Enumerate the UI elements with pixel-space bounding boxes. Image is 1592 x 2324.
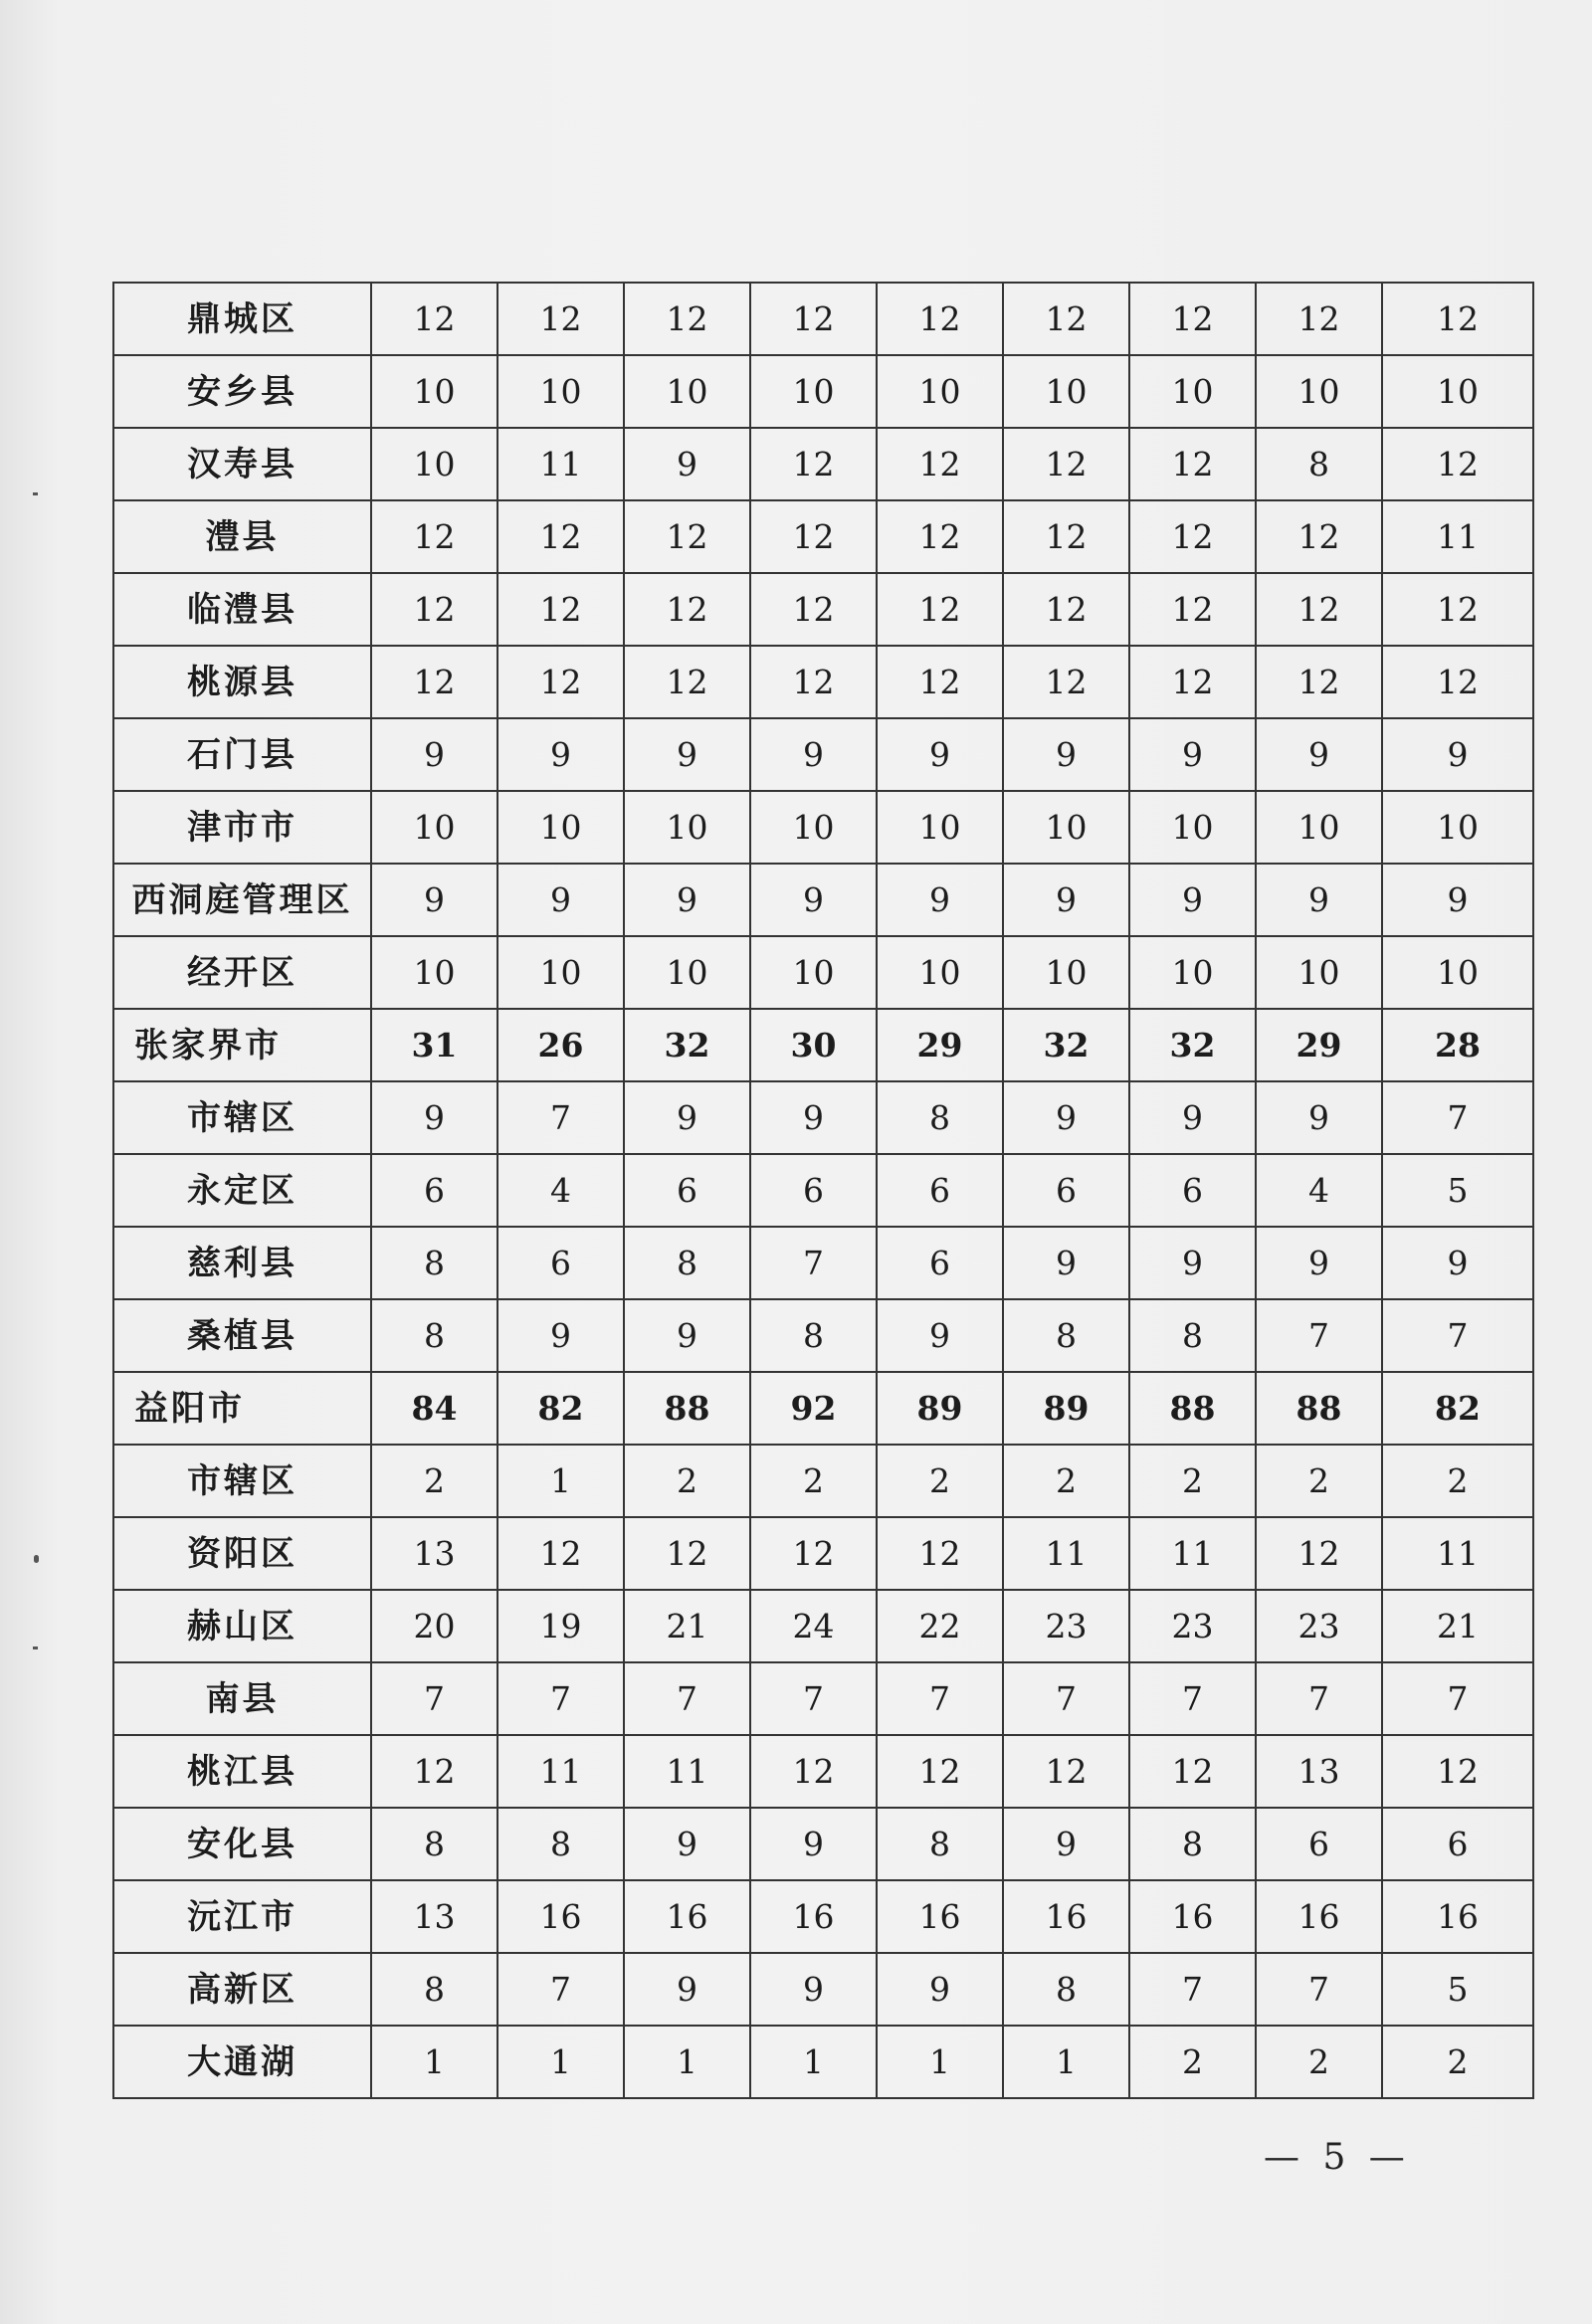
value-cell: 7 xyxy=(1129,1662,1256,1735)
value-cell: 8 xyxy=(1129,1808,1256,1880)
value-cell: 8 xyxy=(1003,1299,1129,1372)
value-cell: 10 xyxy=(1382,936,1533,1009)
region-name: 桃江县 xyxy=(113,1735,371,1808)
table-row xyxy=(113,936,1533,1009)
value-cell: 12 xyxy=(1003,500,1129,573)
value-cell: 8 xyxy=(371,1299,498,1372)
value-cell: 2 xyxy=(1382,2026,1533,2098)
value-cell: 8 xyxy=(750,1299,877,1372)
value-cell: 9 xyxy=(1003,864,1129,936)
value-cell: 11 xyxy=(498,428,624,500)
value-cell: 11 xyxy=(1382,500,1533,573)
value-cell: 22 xyxy=(877,1590,1003,1662)
table-row xyxy=(113,1808,1533,1880)
value-cell: 8 xyxy=(1003,1953,1129,2026)
value-cell: 2 xyxy=(1129,1445,1256,1517)
table-row xyxy=(113,1081,1533,1154)
value-cell: 7 xyxy=(498,1662,624,1735)
value-cell: 23 xyxy=(1129,1590,1256,1662)
value-cell: 9 xyxy=(750,718,877,791)
table-row xyxy=(113,1590,1533,1662)
value-cell: 9 xyxy=(877,864,1003,936)
value-cell: 9 xyxy=(371,864,498,936)
value-cell: 8 xyxy=(877,1808,1003,1880)
region-name: 安化县 xyxy=(113,1808,371,1880)
value-cell: 6 xyxy=(624,1154,750,1227)
value-cell: 2 xyxy=(1003,1445,1129,1517)
value-cell: 88 xyxy=(1129,1372,1256,1445)
value-cell: 1 xyxy=(498,2026,624,2098)
table-row xyxy=(113,1880,1533,1953)
value-cell: 6 xyxy=(1003,1154,1129,1227)
value-cell: 12 xyxy=(877,646,1003,718)
region-name: 市辖区 xyxy=(113,1081,371,1154)
value-cell: 9 xyxy=(750,1808,877,1880)
binding-mark xyxy=(33,1646,38,1649)
value-cell: 12 xyxy=(1129,283,1256,355)
value-cell: 12 xyxy=(1003,428,1129,500)
value-cell: 12 xyxy=(1003,1735,1129,1808)
value-cell: 7 xyxy=(371,1662,498,1735)
value-cell: 12 xyxy=(371,1735,498,1808)
table-row xyxy=(113,1154,1533,1227)
page-number: — 5 — xyxy=(1264,2137,1411,2178)
value-cell: 12 xyxy=(1382,1735,1533,1808)
value-cell: 6 xyxy=(877,1154,1003,1227)
value-cell: 2 xyxy=(1382,1445,1533,1517)
value-cell: 12 xyxy=(624,573,750,646)
value-cell: 10 xyxy=(1129,936,1256,1009)
value-cell: 6 xyxy=(498,1227,624,1299)
value-cell: 10 xyxy=(877,791,1003,864)
value-cell: 12 xyxy=(1129,1735,1256,1808)
value-cell: 12 xyxy=(750,573,877,646)
value-cell: 26 xyxy=(498,1009,624,1081)
region-name: 石门县 xyxy=(113,718,371,791)
value-cell: 20 xyxy=(371,1590,498,1662)
value-cell: 1 xyxy=(371,2026,498,2098)
value-cell: 7 xyxy=(1382,1299,1533,1372)
table-body xyxy=(113,283,1533,2098)
value-cell: 88 xyxy=(624,1372,750,1445)
value-cell: 6 xyxy=(877,1227,1003,1299)
table-row xyxy=(113,1735,1533,1808)
value-cell: 12 xyxy=(371,646,498,718)
value-cell: 21 xyxy=(624,1590,750,1662)
value-cell: 9 xyxy=(877,1299,1003,1372)
binding-mark xyxy=(33,492,38,495)
value-cell: 12 xyxy=(498,283,624,355)
value-cell: 5 xyxy=(1382,1953,1533,2026)
city-row xyxy=(113,1009,1533,1081)
region-name: 经开区 xyxy=(113,936,371,1009)
value-cell: 16 xyxy=(877,1880,1003,1953)
city-row xyxy=(113,1372,1533,1445)
value-cell: 82 xyxy=(1382,1372,1533,1445)
value-cell: 7 xyxy=(877,1662,1003,1735)
value-cell: 9 xyxy=(1382,864,1533,936)
value-cell: 10 xyxy=(750,791,877,864)
value-cell: 12 xyxy=(624,1517,750,1590)
value-cell: 10 xyxy=(1003,355,1129,428)
value-cell: 12 xyxy=(877,1517,1003,1590)
value-cell: 9 xyxy=(877,1953,1003,2026)
value-cell: 7 xyxy=(498,1081,624,1154)
value-cell: 12 xyxy=(1382,646,1533,718)
table-row xyxy=(113,791,1533,864)
value-cell: 10 xyxy=(371,791,498,864)
value-cell: 7 xyxy=(624,1662,750,1735)
value-cell: 8 xyxy=(1256,428,1382,500)
value-cell: 12 xyxy=(498,573,624,646)
value-cell: 10 xyxy=(1382,355,1533,428)
value-cell: 16 xyxy=(624,1880,750,1953)
region-name: 桑植县 xyxy=(113,1299,371,1372)
value-cell: 7 xyxy=(1382,1081,1533,1154)
value-cell: 10 xyxy=(750,355,877,428)
value-cell: 7 xyxy=(1003,1662,1129,1735)
value-cell: 9 xyxy=(1129,864,1256,936)
value-cell: 12 xyxy=(877,500,1003,573)
value-cell: 32 xyxy=(624,1009,750,1081)
value-cell: 12 xyxy=(750,646,877,718)
value-cell: 9 xyxy=(1256,718,1382,791)
value-cell: 9 xyxy=(624,864,750,936)
value-cell: 10 xyxy=(624,936,750,1009)
value-cell: 16 xyxy=(1256,1880,1382,1953)
value-cell: 88 xyxy=(1256,1372,1382,1445)
value-cell: 12 xyxy=(498,646,624,718)
value-cell: 10 xyxy=(371,936,498,1009)
value-cell: 9 xyxy=(1129,1227,1256,1299)
table-row xyxy=(113,646,1533,718)
value-cell: 12 xyxy=(750,428,877,500)
value-cell: 11 xyxy=(1129,1517,1256,1590)
value-cell: 8 xyxy=(877,1081,1003,1154)
value-cell: 10 xyxy=(1003,791,1129,864)
value-cell: 1 xyxy=(1003,2026,1129,2098)
value-cell: 10 xyxy=(1256,936,1382,1009)
value-cell: 12 xyxy=(1256,283,1382,355)
region-name: 永定区 xyxy=(113,1154,371,1227)
value-cell: 10 xyxy=(1256,791,1382,864)
value-cell: 7 xyxy=(1256,1953,1382,2026)
value-cell: 21 xyxy=(1382,1590,1533,1662)
table-row xyxy=(113,1953,1533,2026)
value-cell: 9 xyxy=(750,1953,877,2026)
value-cell: 32 xyxy=(1129,1009,1256,1081)
value-cell: 12 xyxy=(1129,646,1256,718)
value-cell: 29 xyxy=(877,1009,1003,1081)
value-cell: 12 xyxy=(877,573,1003,646)
value-cell: 12 xyxy=(750,1517,877,1590)
region-name: 南县 xyxy=(113,1662,371,1735)
value-cell: 9 xyxy=(750,864,877,936)
value-cell: 9 xyxy=(624,428,750,500)
table-row xyxy=(113,500,1533,573)
value-cell: 12 xyxy=(877,428,1003,500)
value-cell: 10 xyxy=(624,355,750,428)
value-cell: 5 xyxy=(1382,1154,1533,1227)
table-row xyxy=(113,1445,1533,1517)
value-cell: 12 xyxy=(1256,573,1382,646)
value-cell: 12 xyxy=(1003,573,1129,646)
value-cell: 12 xyxy=(877,283,1003,355)
statistics-table xyxy=(112,282,1534,2099)
value-cell: 13 xyxy=(371,1517,498,1590)
region-name: 沅江市 xyxy=(113,1880,371,1953)
value-cell: 2 xyxy=(750,1445,877,1517)
value-cell: 13 xyxy=(1256,1735,1382,1808)
value-cell: 10 xyxy=(1003,936,1129,1009)
value-cell: 12 xyxy=(371,573,498,646)
value-cell: 9 xyxy=(1003,1227,1129,1299)
value-cell: 8 xyxy=(371,1808,498,1880)
table-row xyxy=(113,428,1533,500)
value-cell: 7 xyxy=(750,1662,877,1735)
value-cell: 1 xyxy=(498,1445,624,1517)
value-cell: 12 xyxy=(1382,283,1533,355)
value-cell: 12 xyxy=(1129,500,1256,573)
region-name: 安乡县 xyxy=(113,355,371,428)
value-cell: 9 xyxy=(624,1953,750,2026)
value-cell: 24 xyxy=(750,1590,877,1662)
value-cell: 23 xyxy=(1003,1590,1129,1662)
value-cell: 9 xyxy=(498,1299,624,1372)
value-cell: 9 xyxy=(750,1081,877,1154)
value-cell: 29 xyxy=(1256,1009,1382,1081)
region-name: 慈利县 xyxy=(113,1227,371,1299)
value-cell: 12 xyxy=(371,283,498,355)
value-cell: 4 xyxy=(498,1154,624,1227)
value-cell: 9 xyxy=(877,718,1003,791)
value-cell: 16 xyxy=(1003,1880,1129,1953)
value-cell: 2 xyxy=(1129,2026,1256,2098)
region-name: 高新区 xyxy=(113,1953,371,2026)
value-cell: 9 xyxy=(1256,1227,1382,1299)
region-name: 市辖区 xyxy=(113,1445,371,1517)
value-cell: 10 xyxy=(498,355,624,428)
value-cell: 16 xyxy=(498,1880,624,1953)
value-cell: 10 xyxy=(750,936,877,1009)
value-cell: 10 xyxy=(1129,791,1256,864)
value-cell: 89 xyxy=(1003,1372,1129,1445)
value-cell: 8 xyxy=(498,1808,624,1880)
value-cell: 7 xyxy=(1129,1953,1256,2026)
value-cell: 1 xyxy=(750,2026,877,2098)
value-cell: 9 xyxy=(1382,718,1533,791)
value-cell: 10 xyxy=(877,355,1003,428)
value-cell: 12 xyxy=(750,500,877,573)
value-cell: 11 xyxy=(1003,1517,1129,1590)
value-cell: 9 xyxy=(624,1299,750,1372)
value-cell: 9 xyxy=(1003,1808,1129,1880)
table-row xyxy=(113,573,1533,646)
value-cell: 12 xyxy=(624,500,750,573)
value-cell: 16 xyxy=(750,1880,877,1953)
value-cell: 12 xyxy=(1129,573,1256,646)
value-cell: 9 xyxy=(1256,864,1382,936)
value-cell: 12 xyxy=(624,646,750,718)
table-row xyxy=(113,1299,1533,1372)
value-cell: 32 xyxy=(1003,1009,1129,1081)
table-row xyxy=(113,2026,1533,2098)
region-name: 津市市 xyxy=(113,791,371,864)
value-cell: 12 xyxy=(1129,428,1256,500)
value-cell: 12 xyxy=(750,1735,877,1808)
value-cell: 10 xyxy=(624,791,750,864)
table-row xyxy=(113,1517,1533,1590)
value-cell: 8 xyxy=(371,1227,498,1299)
value-cell: 13 xyxy=(371,1880,498,1953)
value-cell: 82 xyxy=(498,1372,624,1445)
value-cell: 11 xyxy=(624,1735,750,1808)
value-cell: 9 xyxy=(1129,718,1256,791)
value-cell: 2 xyxy=(371,1445,498,1517)
table-row xyxy=(113,283,1533,355)
value-cell: 92 xyxy=(750,1372,877,1445)
value-cell: 9 xyxy=(371,718,498,791)
value-cell: 9 xyxy=(1382,1227,1533,1299)
value-cell: 8 xyxy=(371,1953,498,2026)
value-cell: 10 xyxy=(1256,355,1382,428)
value-cell: 7 xyxy=(1382,1662,1533,1735)
value-cell: 12 xyxy=(498,500,624,573)
table-row xyxy=(113,1227,1533,1299)
value-cell: 6 xyxy=(1129,1154,1256,1227)
value-cell: 10 xyxy=(498,791,624,864)
value-cell: 10 xyxy=(498,936,624,1009)
region-name: 资阳区 xyxy=(113,1517,371,1590)
value-cell: 10 xyxy=(1382,791,1533,864)
value-cell: 2 xyxy=(877,1445,1003,1517)
value-cell: 8 xyxy=(1129,1299,1256,1372)
value-cell: 9 xyxy=(624,718,750,791)
value-cell: 16 xyxy=(1382,1880,1533,1953)
value-cell: 12 xyxy=(1003,283,1129,355)
value-cell: 12 xyxy=(1382,428,1533,500)
value-cell: 10 xyxy=(877,936,1003,1009)
value-cell: 12 xyxy=(1382,573,1533,646)
region-name: 大通湖 xyxy=(113,2026,371,2098)
value-cell: 2 xyxy=(624,1445,750,1517)
value-cell: 10 xyxy=(371,428,498,500)
value-cell: 30 xyxy=(750,1009,877,1081)
value-cell: 2 xyxy=(1256,2026,1382,2098)
value-cell: 6 xyxy=(371,1154,498,1227)
region-name: 张家界市 xyxy=(113,1009,371,1081)
value-cell: 84 xyxy=(371,1372,498,1445)
value-cell: 23 xyxy=(1256,1590,1382,1662)
region-name: 桃源县 xyxy=(113,646,371,718)
value-cell: 10 xyxy=(371,355,498,428)
region-name: 益阳市 xyxy=(113,1372,371,1445)
value-cell: 2 xyxy=(1256,1445,1382,1517)
value-cell: 4 xyxy=(1256,1154,1382,1227)
value-cell: 1 xyxy=(877,2026,1003,2098)
value-cell: 89 xyxy=(877,1372,1003,1445)
value-cell: 12 xyxy=(1256,1517,1382,1590)
binding-mark xyxy=(34,1555,39,1563)
value-cell: 16 xyxy=(1129,1880,1256,1953)
value-cell: 12 xyxy=(1256,646,1382,718)
value-cell: 8 xyxy=(624,1227,750,1299)
value-cell: 11 xyxy=(1382,1517,1533,1590)
value-cell: 9 xyxy=(1003,718,1129,791)
region-name: 临澧县 xyxy=(113,573,371,646)
value-cell: 9 xyxy=(498,864,624,936)
value-cell: 12 xyxy=(498,1517,624,1590)
value-cell: 12 xyxy=(371,500,498,573)
value-cell: 9 xyxy=(1256,1081,1382,1154)
table-row xyxy=(113,718,1533,791)
table-row xyxy=(113,1662,1533,1735)
value-cell: 19 xyxy=(498,1590,624,1662)
table-row xyxy=(113,355,1533,428)
value-cell: 11 xyxy=(498,1735,624,1808)
region-name: 赫山区 xyxy=(113,1590,371,1662)
region-name: 汉寿县 xyxy=(113,428,371,500)
value-cell: 12 xyxy=(624,283,750,355)
value-cell: 12 xyxy=(877,1735,1003,1808)
value-cell: 12 xyxy=(1256,500,1382,573)
table-row xyxy=(113,864,1533,936)
value-cell: 10 xyxy=(1129,355,1256,428)
value-cell: 9 xyxy=(498,718,624,791)
region-name: 鼎城区 xyxy=(113,283,371,355)
region-name: 澧县 xyxy=(113,500,371,573)
value-cell: 9 xyxy=(1003,1081,1129,1154)
region-name: 西洞庭管理区 xyxy=(113,864,371,936)
value-cell: 7 xyxy=(1256,1662,1382,1735)
value-cell: 6 xyxy=(1382,1808,1533,1880)
value-cell: 6 xyxy=(1256,1808,1382,1880)
value-cell: 12 xyxy=(1003,646,1129,718)
value-cell: 31 xyxy=(371,1009,498,1081)
value-cell: 1 xyxy=(624,2026,750,2098)
value-cell: 9 xyxy=(1129,1081,1256,1154)
value-cell: 9 xyxy=(371,1081,498,1154)
value-cell: 9 xyxy=(624,1808,750,1880)
value-cell: 12 xyxy=(750,283,877,355)
value-cell: 28 xyxy=(1382,1009,1533,1081)
value-cell: 7 xyxy=(750,1227,877,1299)
value-cell: 6 xyxy=(750,1154,877,1227)
value-cell: 7 xyxy=(1256,1299,1382,1372)
value-cell: 9 xyxy=(624,1081,750,1154)
value-cell: 7 xyxy=(498,1953,624,2026)
